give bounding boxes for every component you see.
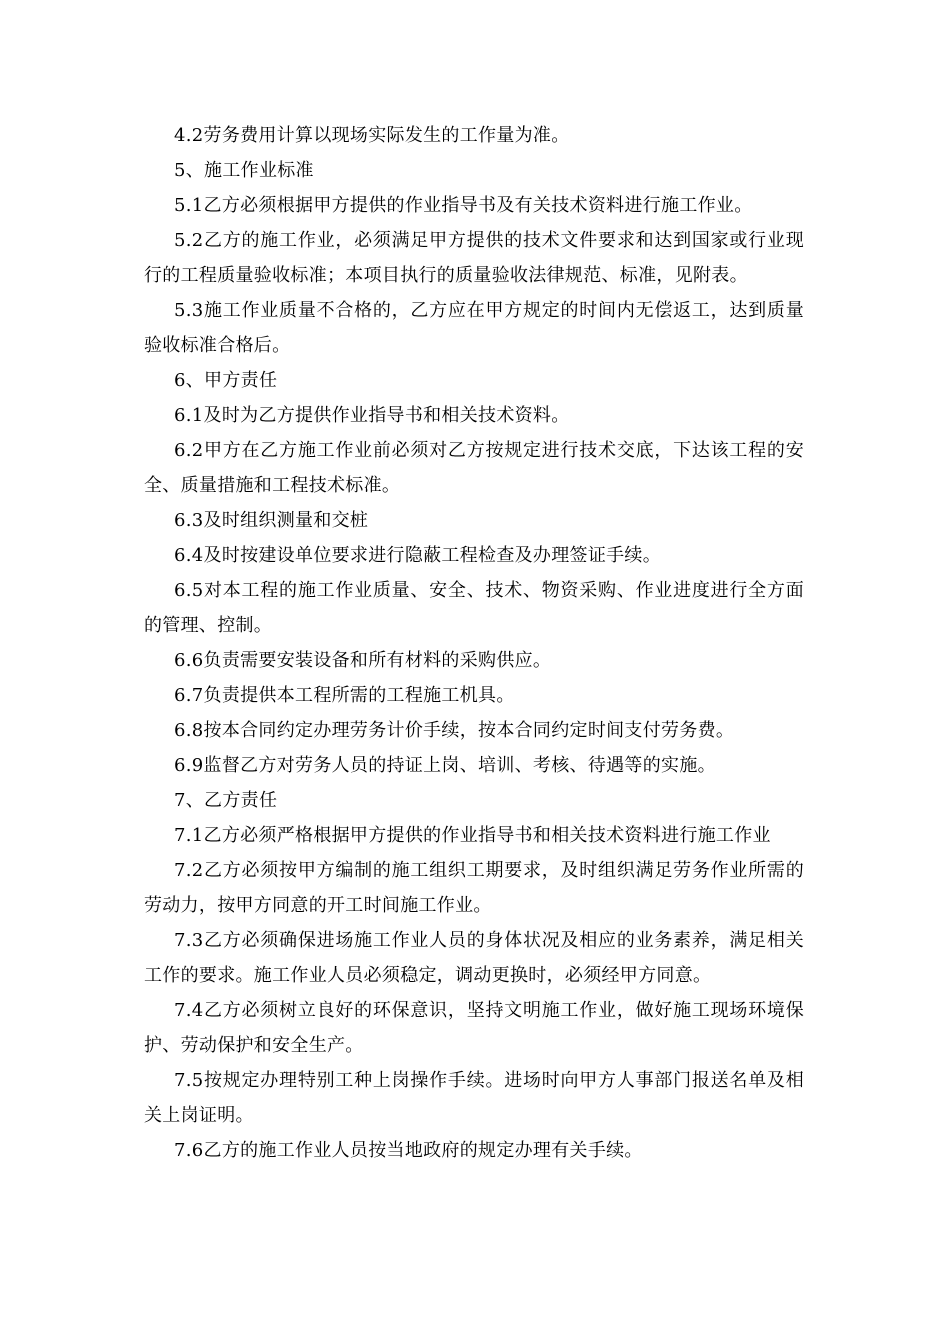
paragraph-6-5: 6.5对本工程的施工作业质量、安全、技术、物资采购、作业进度进行全方面的管理、控制。 — [144, 580, 804, 636]
section-heading-6: 6、甲方责任 — [174, 370, 278, 391]
document-body — [144, 118, 804, 1168]
paragraph-7-5: 7.5按规定办理特别工种上岗操作手续。进场时向甲方人事部门报送名单及相关上岗证明。 — [144, 1070, 804, 1126]
section-heading-7: 7、乙方责任 — [174, 790, 278, 811]
paragraph-6-2: 6.2甲方在乙方施工作业前必须对乙方按规定进行技术交底，下达该工程的安全、质量措施和工程技术标准。 — [144, 440, 804, 496]
paragraph-6-6: 6.6负责需要安装设备和所有材料的采购供应。 — [174, 650, 552, 671]
paragraph-7-2: 7.2乙方必须按甲方编制的施工组织工期要求，及时组织满足劳务作业所需的劳动力，按甲方同意的开工时间施工作业。 — [144, 860, 804, 916]
paragraph-5-1: 5.1乙方必须根据甲方提供的作业指导书及有关技术资料进行施工作业。 — [174, 195, 753, 216]
paragraph-6-4: 6.4及时按建设单位要求进行隐蔽工程检查及办理签证手续。 — [174, 545, 662, 566]
paragraph-5-3: 5.3施工作业质量不合格的，乙方应在甲方规定的时间内无偿返工，达到质量验收标准合格后。 — [144, 300, 804, 356]
paragraph-6-9: 6.9监督乙方对劳务人员的持证上岗、培训、考核、待遇等的实施。 — [174, 755, 716, 776]
paragraph-7-3: 7.3乙方必须确保进场施工作业人员的身体状况及相应的业务素养，满足相关工作的要求。施工作业人员必须稳定，调动更换时，必须经甲方同意。 — [144, 930, 804, 986]
paragraph-7-6: 7.6乙方的施工作业人员按当地政府的规定办理有关手续。 — [174, 1140, 643, 1161]
paragraph-7-4: 7.4乙方必须树立良好的环保意识，坚持文明施工作业，做好施工现场环境保护、劳动保护和安全生产。 — [144, 1000, 804, 1056]
paragraph-6-8: 6.8按本合同约定办理劳务计价手续，按本合同约定时间支付劳务费。 — [174, 720, 735, 741]
paragraph-6-7: 6.7负责提供本工程所需的工程施工机具。 — [174, 685, 515, 706]
section-heading-5: 5、施工作业标准 — [174, 160, 314, 181]
paragraph-5-2: 5.2乙方的施工作业，必须满足甲方提供的技术文件要求和达到国家或行业现行的工程质量验收标准；本项目执行的质量验收法律规范、标准，见附表。 — [144, 230, 804, 286]
paragraph-4-2: 4.2劳务费用计算以现场实际发生的工作量为准。 — [174, 125, 570, 146]
paragraph-6-3: 6.3及时组织测量和交桩 — [174, 510, 369, 531]
paragraph-6-1: 6.1及时为乙方提供作业指导书和相关技术资料。 — [174, 405, 570, 426]
paragraph-7-1: 7.1乙方必须严格根据甲方提供的作业指导书和相关技术资料进行施工作业 — [174, 825, 771, 846]
